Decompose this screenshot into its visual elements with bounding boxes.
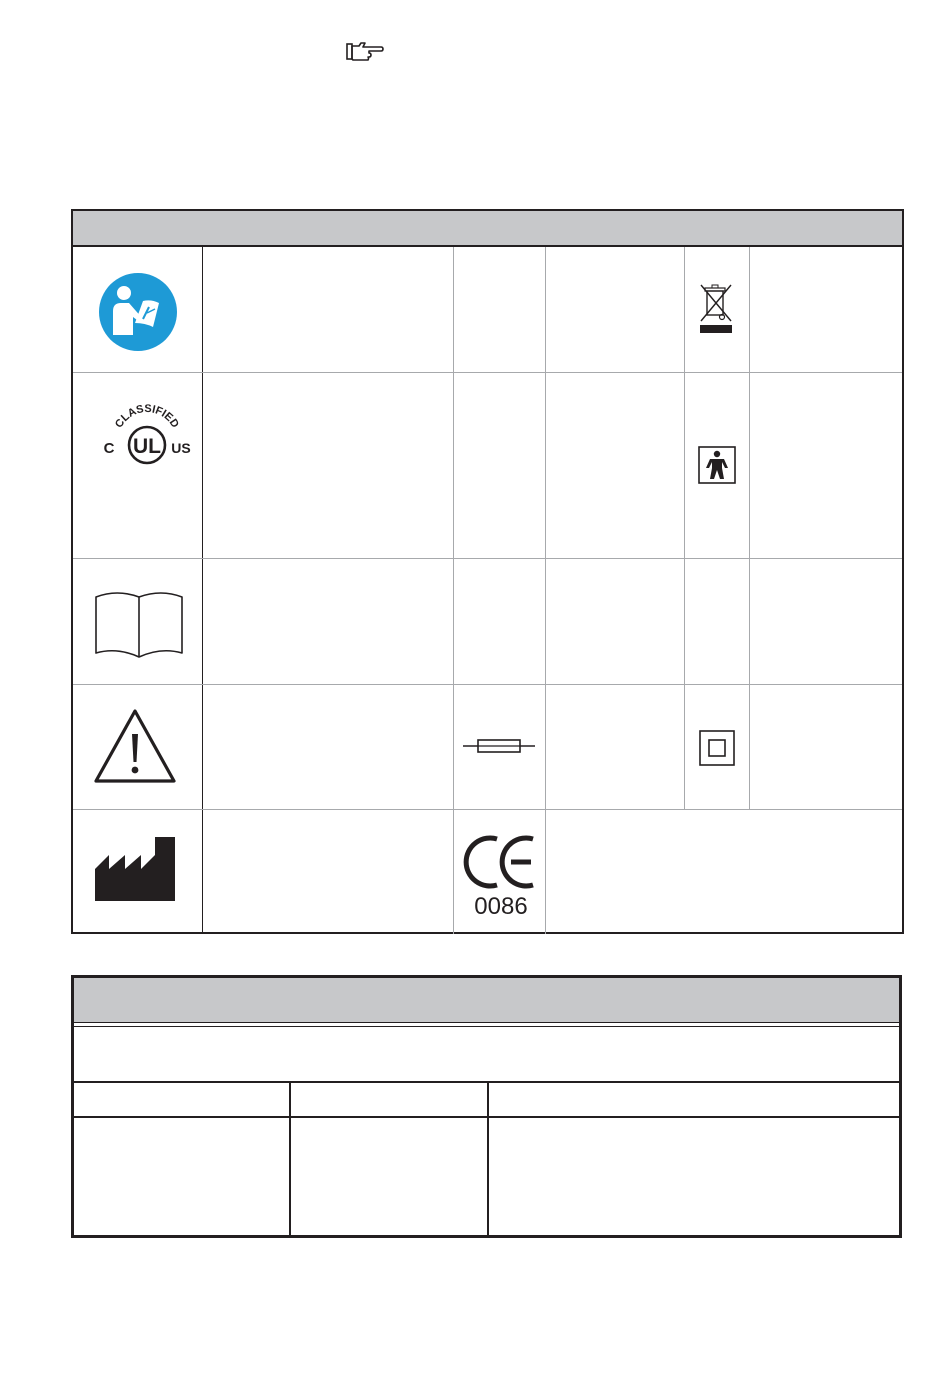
- second-table: [71, 975, 902, 1238]
- symbol-description: [750, 685, 902, 809]
- symbol-description: [203, 373, 453, 558]
- symbols-table-header: [73, 211, 902, 247]
- column-header: [292, 1086, 488, 1094]
- read-manual-mandatory-icon: [99, 273, 177, 351]
- ul-c-text: C: [103, 440, 115, 457]
- symbol-description: [203, 810, 453, 934]
- header-underline: [74, 1026, 899, 1027]
- table-cell: [292, 1122, 488, 1130]
- type-bf-applied-part-icon: [698, 446, 736, 484]
- symbol-description: [750, 559, 902, 684]
- table-cell: [490, 1122, 906, 1130]
- column-divider: [684, 247, 685, 809]
- fuse-icon: [463, 738, 535, 754]
- symbol-description: [203, 247, 453, 372]
- column-header: [74, 1086, 290, 1094]
- weee-crossed-bin-icon: [698, 283, 734, 335]
- symbol-description: [203, 559, 453, 684]
- ul-mark-text: UL: [133, 435, 161, 458]
- second-table-title: [74, 978, 899, 1002]
- column-divider: [487, 1081, 489, 1238]
- class-ii-double-insulation-icon: [699, 730, 735, 766]
- symbol-description: [546, 559, 684, 684]
- symbol-description: [546, 685, 684, 809]
- manufacturer-factory-icon: [95, 837, 177, 901]
- ce-mark-icon: [463, 833, 539, 917]
- symbol-description: [546, 810, 902, 934]
- warning-triangle-icon: [93, 708, 177, 784]
- column-divider: [453, 247, 454, 934]
- column-divider: [289, 1081, 291, 1238]
- ul-classified-icon: [101, 395, 193, 467]
- symbols-table-title: [73, 211, 902, 227]
- ce-notified-body-number: 0086: [474, 893, 528, 917]
- symbol-description: [546, 247, 684, 372]
- second-table-subtitle: [74, 1030, 90, 1038]
- symbols-table: [71, 209, 904, 934]
- table-cell: [74, 1122, 290, 1130]
- ul-us-text: US: [171, 440, 191, 456]
- ul-classified-text: CLASSIFIED: [112, 402, 182, 431]
- open-book-icon: [93, 589, 185, 661]
- pointing-hand-icon: [345, 41, 385, 63]
- symbol-description: [750, 373, 902, 558]
- symbol-description: [546, 373, 684, 558]
- second-table-header: [74, 978, 899, 1023]
- symbol-description: [203, 685, 453, 809]
- column-header: [490, 1086, 906, 1094]
- symbol-description: [750, 247, 902, 372]
